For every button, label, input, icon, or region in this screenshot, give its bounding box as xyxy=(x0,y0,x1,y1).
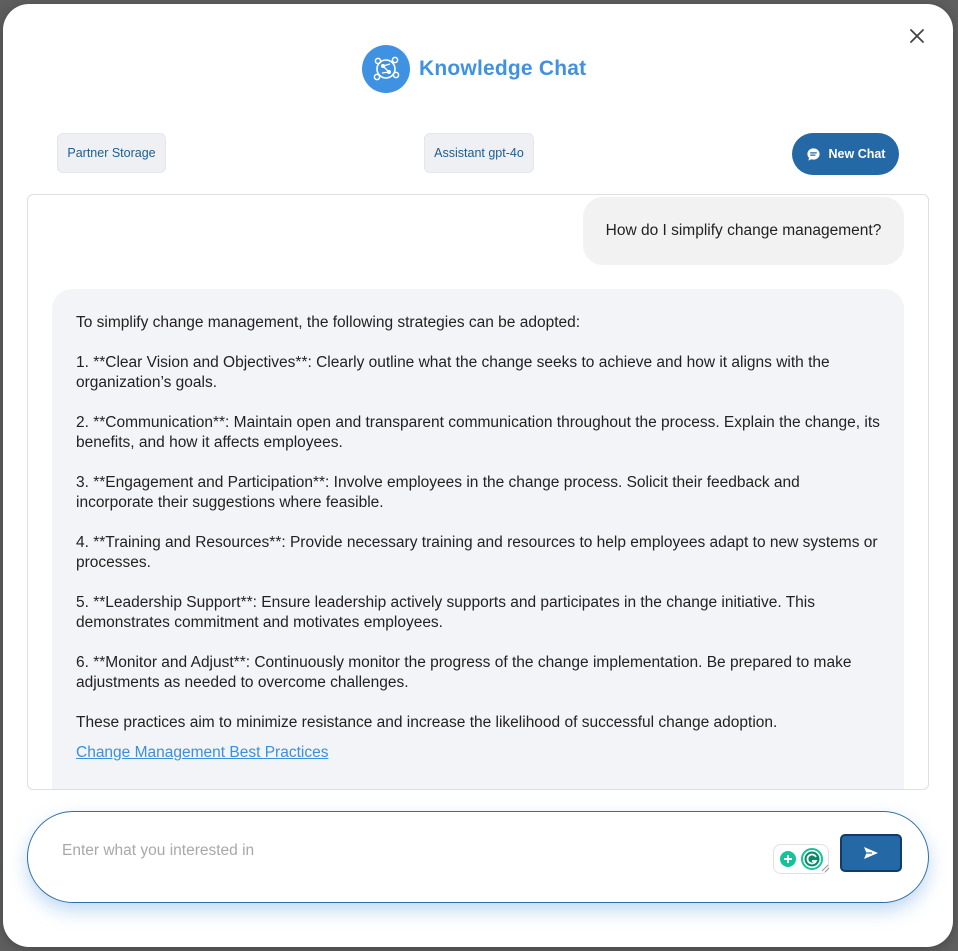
list-item: 4. **Training and Resources**: Provide necessary training and resources to help employees adapt to new systems or processes. xyxy=(76,534,878,571)
new-chat-button[interactable] xyxy=(792,133,899,175)
chat-history[interactable] xyxy=(27,194,929,790)
grammarly-icon xyxy=(774,845,830,875)
app-title: Knowledge Chat xyxy=(419,57,587,80)
list-item: 1. **Clear Vision and Objectives**: Clearly outline what the change seeks to achieve and how it aligns with the organization’s goals. xyxy=(76,354,830,391)
list-item: 3. **Engagement and Participation**: Involve employees in the change process. Solicit their feedback and incorporate their suggestions where feasible. xyxy=(76,474,800,511)
storage-selector[interactable]: Partner Storage xyxy=(57,133,166,173)
close-button[interactable] xyxy=(907,26,927,46)
new-chat-label: New Chat xyxy=(828,147,886,161)
assistant-intro: To simplify change management, the following strategies can be adopted: xyxy=(76,314,581,331)
user-message: How do I simplify change management? xyxy=(583,197,904,265)
reference-link[interactable]: Change Management Best Practices xyxy=(76,744,329,761)
brand-header xyxy=(362,44,586,94)
chat-bubble-icon xyxy=(806,147,821,162)
message-composer xyxy=(27,811,929,903)
close-icon xyxy=(907,26,927,46)
send-button[interactable] xyxy=(840,834,902,872)
assistant-selector[interactable]: Assistant gpt-4o xyxy=(424,133,534,173)
list-item: 6. **Monitor and Adjust**: Continuously monitor the progress of the change implementation. Be prepared to make adjustments as needed to overcome challenges. xyxy=(76,654,852,691)
assistant-message xyxy=(52,289,904,790)
send-icon xyxy=(863,846,879,860)
message-input[interactable] xyxy=(60,838,764,864)
list-item: 5. **Leadership Support**: Ensure leadership actively supports and participates in the change initiative. This demonstrates commitment and motivates employees. xyxy=(76,594,815,631)
assistant-conclusion: These practices aim to minimize resistance and increase the likelihood of successful change adoption. xyxy=(76,714,778,731)
network-icon xyxy=(362,45,410,93)
knowledge-chat-modal xyxy=(3,4,953,947)
grammarly-widget[interactable] xyxy=(773,844,829,874)
list-item: 2. **Communication**: Maintain open and transparent communication throughout the process. Explain the change, its benefits, and how it affects employees. xyxy=(76,414,880,451)
